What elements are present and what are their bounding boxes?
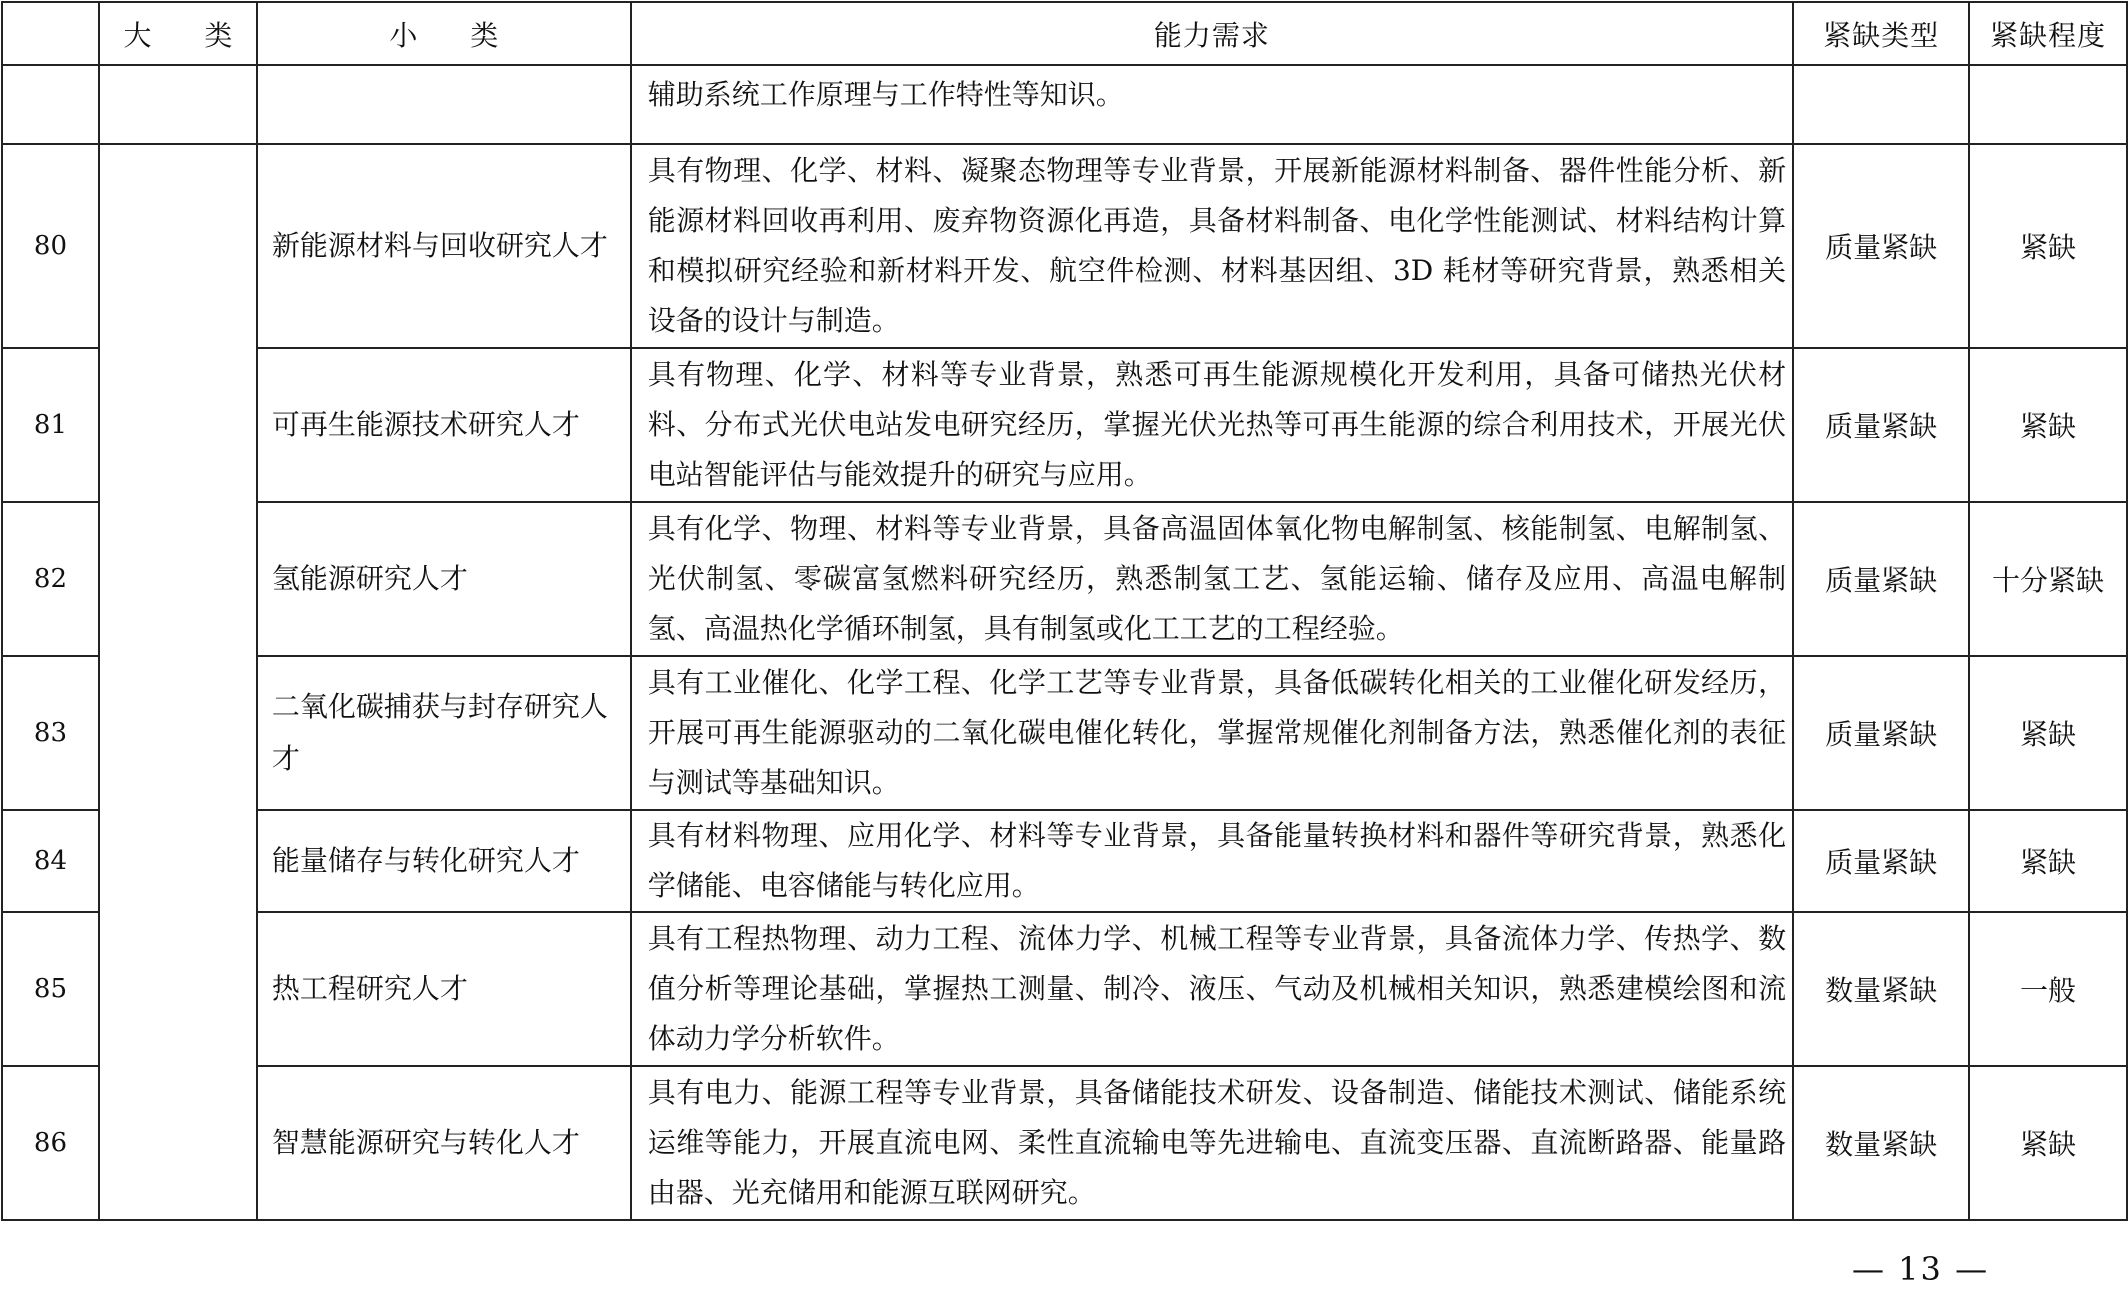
- header-subcategory: 小 类: [257, 2, 631, 65]
- table-row: [2, 656, 2127, 810]
- row-number: 81: [2, 348, 99, 502]
- row-shortage-type: 质量紧缺: [1793, 810, 1969, 912]
- row-subcategory: 氢能源研究人才: [257, 502, 631, 656]
- row-subcategory: 可再生能源技术研究人才: [257, 348, 631, 502]
- row-requirement: 具有电力、能源工程等专业背景，具备储能技术研发、设备制造、储能技术测试、储能系统运维等能力，开展直流电网、柔性直流输电等先进输电、直流变压器、直流断路器、能量路由器、光充储用和能源互联网研究。: [631, 1066, 1793, 1220]
- row-requirement: 具有材料物理、应用化学、材料等专业背景，具备能量转换材料和器件等研究背景，熟悉化学储能、电容储能与转化应用。: [631, 810, 1793, 912]
- row-subcategory: 二氧化碳捕获与封存研究人才: [257, 656, 631, 810]
- row-number: 83: [2, 656, 99, 810]
- row-subcategory: 智慧能源研究与转化人才: [257, 1066, 631, 1220]
- table-row: [2, 144, 2127, 348]
- row-shortage-type: 数量紧缺: [1793, 912, 1969, 1066]
- row-shortage-degree: 紧缺: [1969, 1066, 2127, 1220]
- cell-index: [2, 65, 99, 144]
- table-header-row: [2, 2, 2127, 65]
- row-number: 80: [2, 144, 99, 348]
- table-row: [2, 912, 2127, 1066]
- table-row: [2, 348, 2127, 502]
- table-row: [2, 1066, 2127, 1220]
- header-index: [2, 2, 99, 65]
- table-row: [2, 810, 2127, 912]
- row-requirement: 具有化学、物理、材料等专业背景，具备高温固体氧化物电解制氢、核能制氢、电解制氢、光伏制氢、零碳富氢燃料研究经历，熟悉制氢工艺、氢能运输、储存及应用、高温电解制氢、高温热化学循环制氢，具有制氢或化工工艺的工程经验。: [631, 502, 1793, 656]
- header-category: 大 类: [99, 2, 257, 65]
- row-number: 86: [2, 1066, 99, 1220]
- header-requirement: 能力需求: [631, 2, 1793, 65]
- row-shortage-type: 质量紧缺: [1793, 144, 1969, 348]
- row-shortage-type: 质量紧缺: [1793, 348, 1969, 502]
- row-subcategory: 新能源材料与回收研究人才: [257, 144, 631, 348]
- cell-subcategory: [257, 65, 631, 144]
- row-requirement: 具有物理、化学、材料等专业背景，熟悉可再生能源规模化开发利用，具备可储热光伏材料、分布式光伏电站发电研究经历，掌握光伏光热等可再生能源的综合利用技术，开展光伏电站智能评估与能效提升的研究与应用。: [631, 348, 1793, 502]
- row-shortage-type: 质量紧缺: [1793, 502, 1969, 656]
- cell-category-merged: [99, 144, 257, 1220]
- header-shortage-type: 紧缺类型: [1793, 2, 1969, 65]
- row-requirement: 具有工程热物理、动力工程、流体力学、机械工程等专业背景，具备流体力学、传热学、数值分析等理论基础，掌握热工测量、制冷、液压、气动及机械相关知识，熟悉建模绘图和流体动力学分析软件。: [631, 912, 1793, 1066]
- row-requirement: 具有物理、化学、材料、凝聚态物理等专业背景，开展新能源材料制备、器件性能分析、新能源材料回收再利用、废弃物资源化再造，具备材料制备、电化学性能测试、材料结构计算和模拟研究经验和新材料开发、航空件检测、材料基因组、3D 耗材等研究背景，熟悉相关设备的设计与制造。: [631, 144, 1793, 348]
- cell-category: [99, 65, 257, 144]
- header-shortage-degree: 紧缺程度: [1969, 2, 2127, 65]
- row-shortage-degree: 十分紧缺: [1969, 502, 2127, 656]
- table-row: [2, 502, 2127, 656]
- row-shortage-degree: 紧缺: [1969, 810, 2127, 912]
- row-shortage-type: 数量紧缺: [1793, 1066, 1969, 1220]
- row-shortage-degree: 一般: [1969, 912, 2127, 1066]
- row-requirement: 具有工业催化、化学工程、化学工艺等专业背景，具备低碳转化相关的工业催化研发经历，开展可再生能源驱动的二氧化碳电催化转化，掌握常规催化剂制备方法，熟悉催化剂的表征与测试等基础知识。: [631, 656, 1793, 810]
- cell-shortage-degree: [1969, 65, 2127, 144]
- talent-demand-table: [1, 1, 2128, 1221]
- row-number: 84: [2, 810, 99, 912]
- row-subcategory: 热工程研究人才: [257, 912, 631, 1066]
- row-shortage-degree: 紧缺: [1969, 144, 2127, 348]
- cell-requirement: 辅助系统工作原理与工作特性等知识。: [631, 65, 1793, 144]
- page-number: — 13 —: [1852, 1250, 1990, 1288]
- cell-shortage-type: [1793, 65, 1969, 144]
- row-shortage-degree: 紧缺: [1969, 656, 2127, 810]
- row-subcategory: 能量储存与转化研究人才: [257, 810, 631, 912]
- row-shortage-degree: 紧缺: [1969, 348, 2127, 502]
- row-number: 82: [2, 502, 99, 656]
- row-number: 85: [2, 912, 99, 1066]
- table-row-continued: [2, 65, 2127, 144]
- row-shortage-type: 质量紧缺: [1793, 656, 1969, 810]
